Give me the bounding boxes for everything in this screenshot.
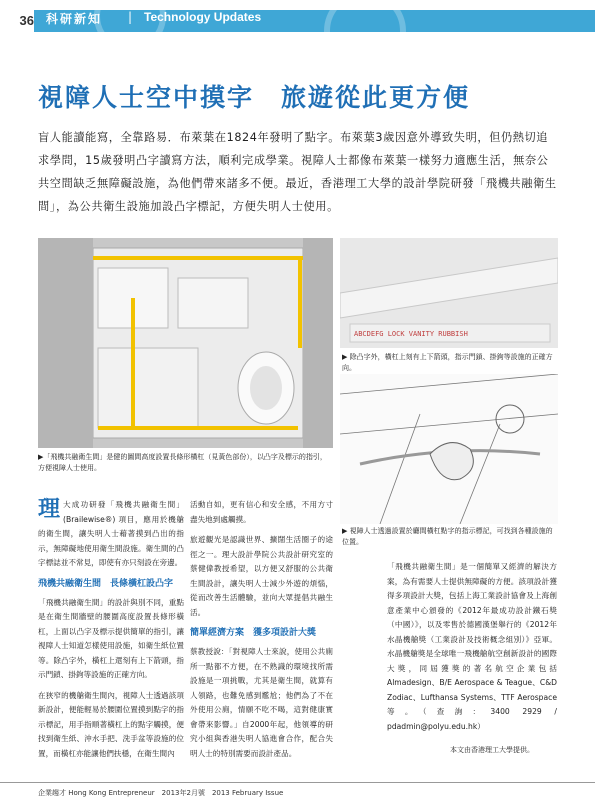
lavatory-plan-illustration	[38, 238, 333, 448]
col2-paragraph-1: 活動自如，更有信心和安全感，不用方寸盡失地到處觸摸。	[190, 500, 333, 524]
subheading-2: 簡單經濟方案 獲多項設計大獎	[190, 628, 317, 638]
article-lead: 盲人能讀能寫，全靠路易．布萊葉在1824年發明了點字。布萊葉3歲因意外導致失明，但仍熱切追求學問，15歲發明凸字讀寫方法，順利完成學業。視障人士都像布萊葉一樣努力適應生活，無奈公共空間缺乏無障礙設施，為他們帶來諸多不便。最近，香港理工大學的設計學院研發「飛機共融衛生間」，為公共衛生設施加設凸字標記，方便失明人士使用。	[38, 131, 557, 213]
page-number: 36	[19, 13, 34, 28]
body-column-1	[38, 498, 184, 767]
braille-rail-illustration	[340, 238, 558, 348]
body-column-3	[387, 560, 557, 740]
col3-paragraph-1: 「飛機共融衛生間」是一個簡單又經濟的解決方案，為有需要人士提供無障礙的方便。該項設計獲得多項設計大獎，包括上海工業設計協會及上海創意產業中心頒發的《2012年最成功設計鐵石獎（中國）》，以及零售於德國漢堡舉行的《2012年水晶機艙獎（工業設計及技術概念組別）》亞軍。水晶機艙獎是全球唯一飛機艙航空創新設計的國際大獎，同屆獲獎的著名航空企業包括Almadesign、B/E Aerospace & Teague、C&D Zodiac、Lufthansa Systems、TTF Aerospace等。（查詢：3400 2929 / pdadmin@polyu.edu.hk）	[387, 562, 557, 731]
section-header-bar	[34, 10, 595, 32]
page-footer: 企業趨才 Hong Kong Entrepreneur 2013年2月號 2013 February Issue	[38, 789, 284, 797]
footer-divider	[0, 782, 595, 783]
body-column-2	[190, 498, 333, 767]
lavatory-overhead-photo	[38, 238, 333, 448]
article-title: 視障人士空中摸字 旅遊從此更方便	[38, 83, 471, 112]
col2-paragraph-2: 旅遊觀光是認識世界、擴闊生活圈子的途徑之一。理大設計學院公共設計研究室的蔡健偉教授希望，以方便又舒服的公共衛生間設計，讓失明人士減少外遊的煩惱，從而改善生活體驗，並向大眾提倡共融生活。	[190, 535, 333, 617]
section-title-cn: 科研新知	[46, 12, 103, 26]
drop-cap: 理	[38, 497, 61, 522]
braille-label-text: ABCDEFG LOCK VANITY RUBBISH	[354, 330, 468, 338]
col1-paragraph-2: 「飛機共融衛生間」的設計與別不同，重點是在衛生間牆壁的腰圍高度設置長條形橫杠，上面以凸字及標示提供簡單的指引，讓視障人士知道怎樣使用設施，如衛生紙位置等。除凸字外，橫杠上還刻有上下箭頭，指示門鎖、掛鉤等設施的正確方向。	[38, 597, 184, 679]
cabin-sketch-illustration	[340, 374, 558, 524]
caption-cabin-sketch: ▶ 視障人士透過設置於廳間橫杠點字的指示標記，可找到各種設施的位置。	[342, 527, 553, 546]
caption-lavatory-plan: ▶「飛機共融衛生間」是健的圖間高度設置長條形橫杠（見黃色部份），以凸字及標示的指引，方便視障人士使用。	[38, 453, 327, 472]
braille-rail-photo	[340, 238, 558, 348]
hand-on-rail-sketch	[340, 374, 558, 524]
col1-paragraph-3: 在狹窄的機艙衛生間內，視障人士透過該項新設計，便能輕易於腰圍位置摸到點字的指示標記，用手指順著橫杠上的點字觸摸，便找到衛生紙、沖水手把、洗手盆等設施的位置，而橫杠亦能讓他們扶穩，在衛生間內	[38, 690, 184, 758]
subheading-1: 飛機共融衛生間 長條橫杠設凸字	[38, 578, 174, 589]
col1-paragraph-1: 大成功研發「飛機共融衛生間」(Brailewise®) 項目，應用於機艙的衛生間，讓失明人士藉著摸到凸出的指示，無障礙地使用衛生間設施。衛生間的凸字標誌並不常見，即使有亦只刻設在旁邊。	[38, 500, 184, 567]
caption-braille-rail: ▶ 除凸字外，橫杠上刻有上下箭頭，指示門鎖、掛鉤等設施的正確方向。	[342, 353, 553, 372]
section-separator: |	[128, 10, 133, 24]
section-title-en: Technology Updates	[144, 10, 262, 24]
article-credit: 本文由香港理工大學提供。	[450, 746, 534, 754]
col2-paragraph-3: 蔡教授說：「對視障人士來說，使用公共廁所一點都不方便，在不熟識的環境找所需設施是一項挑戰，尤其是衛生間，就算有人領路，也難免感到尷尬；他們為了不在外使用公廁，情願不吃不喝，這對健康實會帶來影響。」自2000年起，他領導的研究小組與香港失明人協進會合作，配合失明人士的特別需要而設計產品。	[190, 647, 333, 758]
